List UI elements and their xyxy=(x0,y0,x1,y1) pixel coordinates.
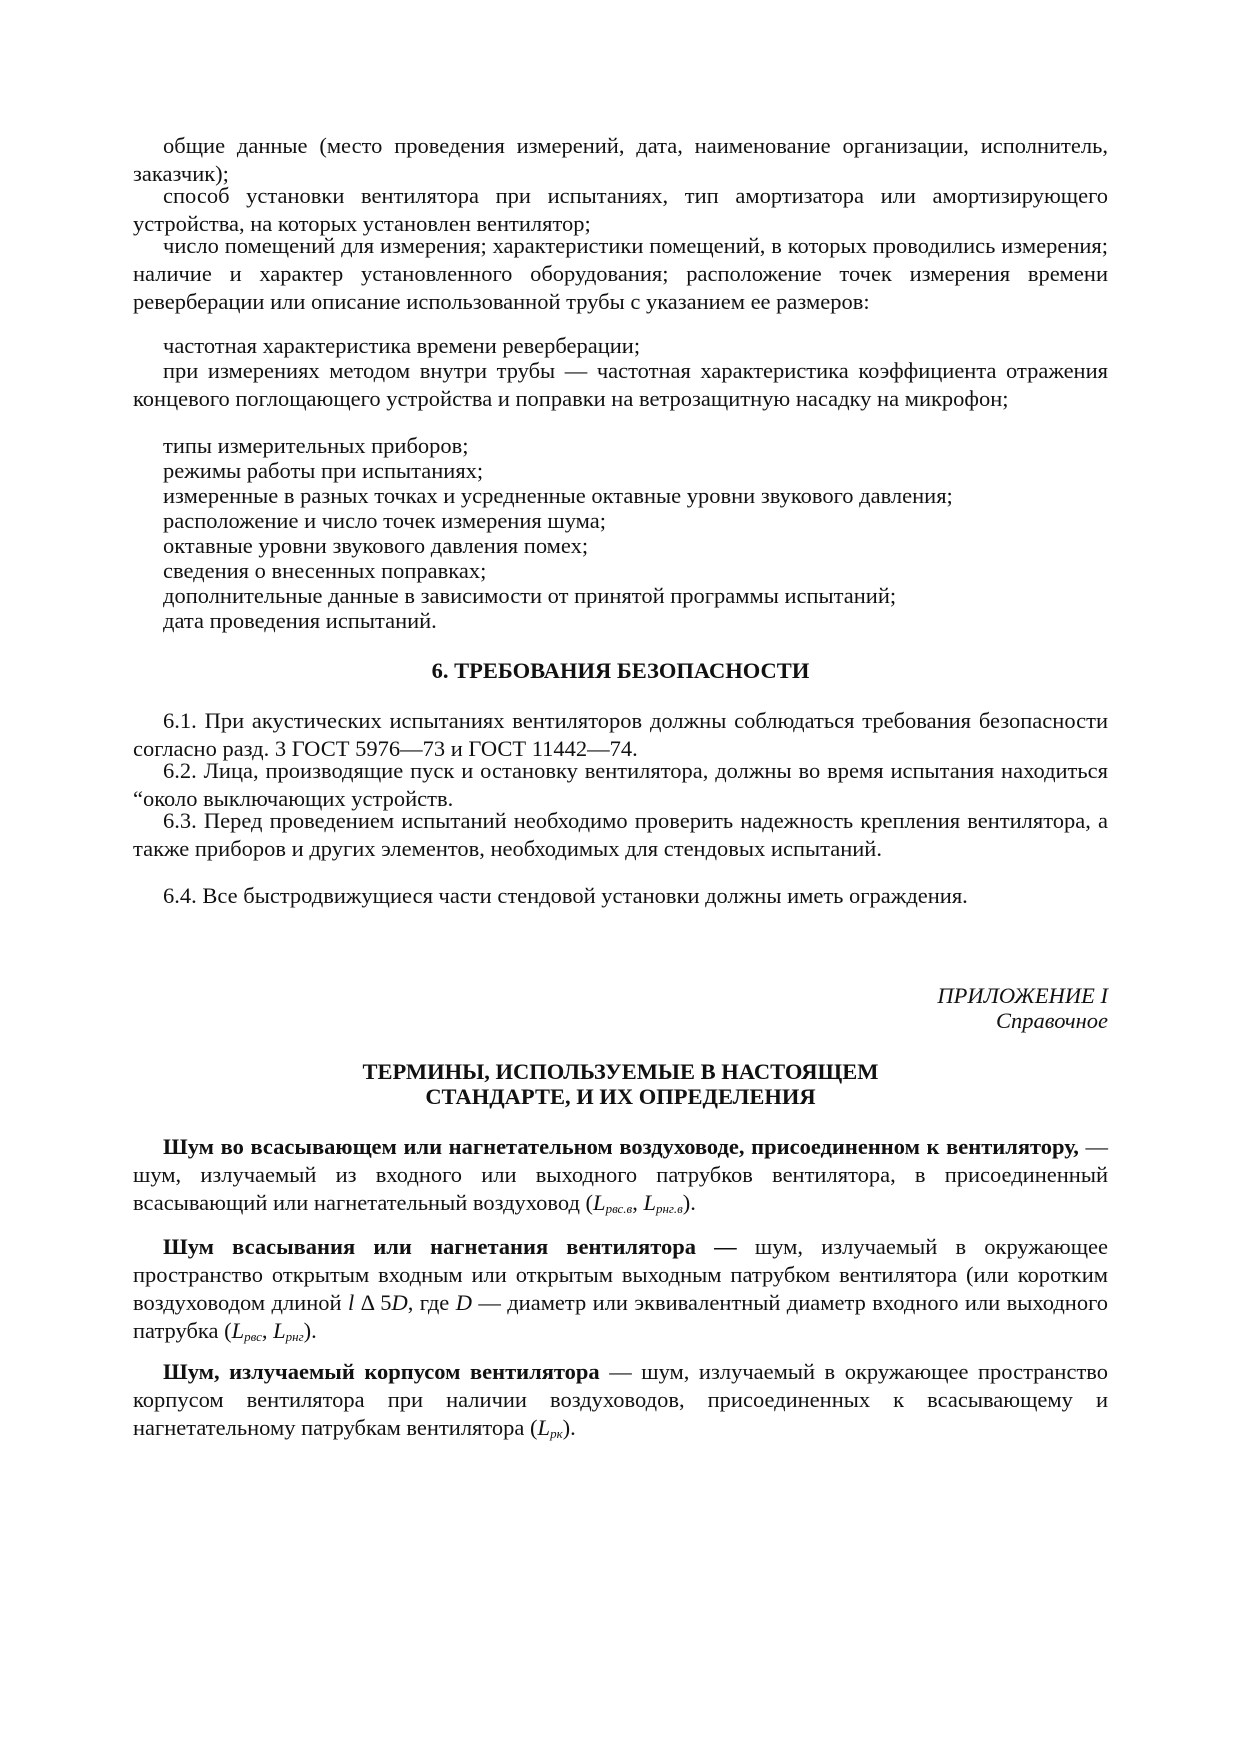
separator: , xyxy=(261,1318,274,1343)
symbol: L xyxy=(273,1318,286,1343)
definition-end: ). xyxy=(303,1318,317,1343)
symbol-subscript: рнг xyxy=(285,1329,304,1344)
symbol: l xyxy=(347,1290,355,1315)
relation-text: Δ 5 xyxy=(354,1290,392,1315)
section-item: 6.4. Все быстродвижущиеся части стендовой установки должны иметь ограждения. xyxy=(163,883,968,908)
symbol-subscript: рвс xyxy=(244,1329,262,1344)
symbol: L xyxy=(537,1415,551,1440)
section-item: 6.2. Лица, производящие пуск и остановку вентилятора, должны во время испытания находиться “около выключающих устройств. xyxy=(133,758,1108,811)
appendix-title-line2: СТАНДАРТЕ, И ИХ ОПРЕДЕЛЕНИЯ xyxy=(425,1084,816,1109)
symbol-subscript: рнг.в xyxy=(655,1201,683,1216)
list-item: число помещений для измерения; характеристики помещений, в которых проводились измерения; наличие и характер установленного оборудования; расположение точек измерения времени реверберации или описание использованной трубы с указанием ее размеров: xyxy=(133,233,1108,314)
symbol: L xyxy=(593,1190,606,1215)
appendix-status: Справочное xyxy=(995,1008,1108,1033)
definition-text: , где xyxy=(407,1290,456,1315)
list-item: типы измерительных приборов; xyxy=(163,433,469,458)
definition-end: ). xyxy=(682,1190,696,1215)
symbol-subscript: рвс.в xyxy=(605,1201,633,1216)
list-item: дата проведения испытаний. xyxy=(163,608,437,633)
list-item: октавные уровни звукового давления помех; xyxy=(163,533,589,558)
definition-text: — диаметр или эквивалентный диаметр входного или выходного патрубка ( xyxy=(133,1290,1109,1343)
list-item: дополнительные данные в зависимости от принятой программы испытаний; xyxy=(163,583,897,608)
list-item: режимы работы при испытаниях; xyxy=(163,458,484,483)
appendix-title-line1: ТЕРМИНЫ, ИСПОЛЬЗУЕМЫЕ В НАСТОЯЩЕМ xyxy=(362,1059,879,1084)
list-item: общие данные (место проведения измерений, дата, наименование организации, исполнитель, заказчик); xyxy=(133,133,1108,186)
term-name: Шум, излучаемый корпусом вентилятора xyxy=(163,1359,600,1384)
symbol: L xyxy=(231,1318,245,1343)
definition-text: — шум, излучаемый из входного или выходного патрубков вентилятора, в присоединенный всасывающий или нагнетательный воздуховод ( xyxy=(133,1134,1108,1215)
symbol: D xyxy=(455,1290,472,1315)
term-definition xyxy=(133,1233,1108,1351)
term-definition xyxy=(133,1133,1108,1223)
appendix-label: ПРИЛОЖЕНИЕ I xyxy=(937,983,1108,1008)
symbol: L xyxy=(643,1190,656,1215)
separator: , xyxy=(632,1190,644,1215)
section-item: 6.1. При акустических испытаниях вентиляторов должны соблюдаться требования безопасности согласно разд. 3 ГОСТ 5976—73 и ГОСТ 11442—74. xyxy=(133,708,1108,761)
section-item: 6.3. Перед проведением испытаний необходимо проверить надежность крепления вентилятора, а также приборов и других элементов, необходимых для стендовых испытаний. xyxy=(133,808,1108,861)
term-name: Шум во всасывающем или нагнетательном воздуховоде, присоединенном к вентилятору, xyxy=(163,1134,1079,1159)
definition-text: — шум, излучаемый в окружающее пространство корпусом вентилятора при наличии воздуховодов, присоединенных к всасывающему и нагнетательному патрубкам вентилятора ( xyxy=(133,1359,1108,1440)
list-item: частотная характеристика времени реверберации; xyxy=(163,333,641,358)
list-item: расположение и число точек измерения шума; xyxy=(163,508,606,533)
section-heading: 6. ТРЕБОВАНИЯ БЕЗОПАСНОСТИ xyxy=(431,658,810,683)
symbol: D xyxy=(391,1290,408,1315)
definition-end: ). xyxy=(562,1415,576,1440)
list-item: при измерениях методом внутри трубы — частотная характеристика коэффициента отражения концевого поглощающего устройства и поправки на ветрозащитную насадку на микрофон; xyxy=(133,358,1108,411)
term-definition xyxy=(133,1358,1108,1448)
list-item: сведения о внесенных поправках; xyxy=(163,558,487,583)
list-item: измеренные в разных точках и усредненные октавные уровни звукового давления; xyxy=(163,483,953,508)
list-item: способ установки вентилятора при испытаниях, тип амортизатора или амортизирующего устройства, на которых установлен вентилятор; xyxy=(133,183,1108,236)
term-name: Шум всасывания или нагнетания вентилятора — xyxy=(163,1234,737,1259)
symbol-subscript: рк xyxy=(550,1426,563,1441)
definition-text: шум, излучаемый в окружающее пространство открытым входным или открытым выходным патрубком вентилятора (или коротким воздуховодом длиной xyxy=(133,1234,1108,1315)
